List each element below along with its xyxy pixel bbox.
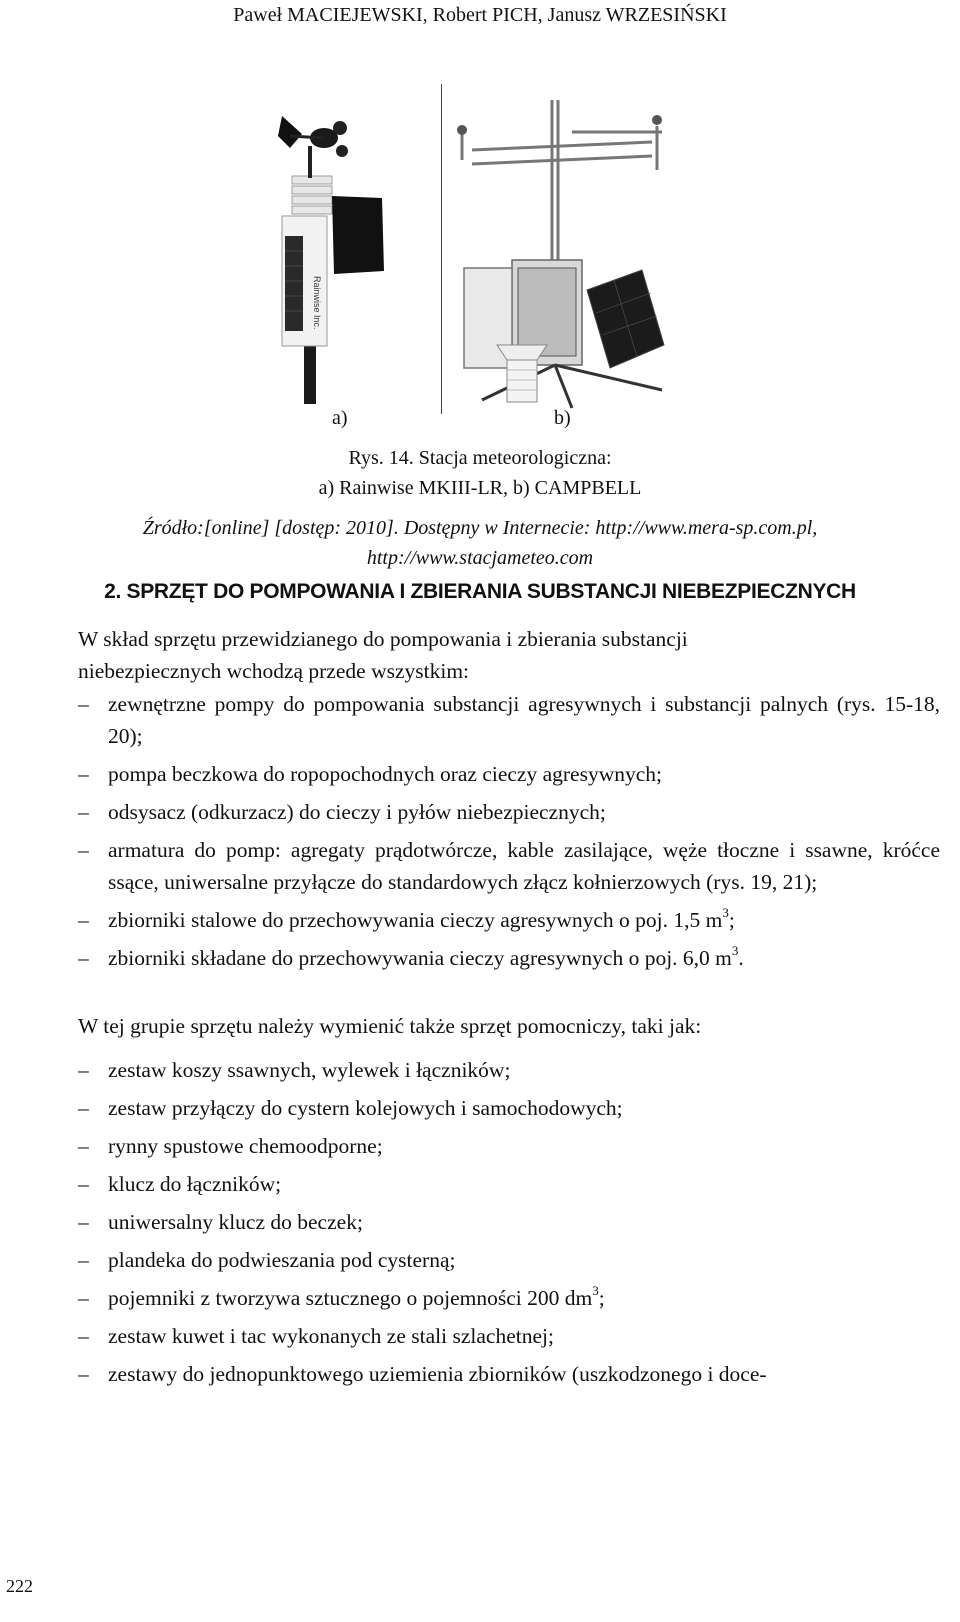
figure-caption-line2: a) Rainwise MKIII-LR, b) CAMPBELL bbox=[318, 477, 642, 499]
list-item bbox=[0, 942, 940, 974]
list-dash: – bbox=[78, 1172, 89, 1196]
list-item-text: zestaw koszy ssawnych, wylewek i łączników; bbox=[108, 1058, 511, 1082]
figure-source-line1: Źródło:[online] [dostęp: 2010]. Dostępny w Internecie: http://www.mera-sp.com.pl, bbox=[142, 517, 818, 539]
running-header-authors: Paweł MACIEJEWSKI, Robert PICH, Janusz WRZESIŃSKI bbox=[233, 4, 727, 26]
list-item-end: . bbox=[738, 946, 744, 970]
list-item-text: zewnętrzne pompy do pompowania substancji agresywnych i substancji palnych (rys. 15-18, 20); bbox=[108, 692, 940, 748]
photo-campbell-station bbox=[452, 90, 692, 410]
list-item-end: ; bbox=[598, 1286, 605, 1310]
list-item bbox=[0, 758, 940, 790]
section-heading: 2. SPRZĘT DO POMPOWANIA I ZBIERANIA SUBSTANCJI NIEBEZPIECZNYCH bbox=[104, 580, 856, 603]
figure-divider bbox=[441, 84, 442, 414]
figure-label-a: a) bbox=[332, 407, 348, 429]
list-dash: – bbox=[78, 1210, 89, 1234]
list-dash: – bbox=[78, 762, 89, 786]
list-dash: – bbox=[78, 1096, 89, 1120]
list-item bbox=[0, 1054, 940, 1086]
list-item-text: pompa beczkowa do ropopochodnych oraz cieczy agresywnych; bbox=[108, 762, 663, 786]
superscript: 3 bbox=[722, 904, 729, 920]
list-item bbox=[0, 688, 940, 752]
list-item bbox=[0, 1206, 940, 1238]
list-item bbox=[0, 1320, 940, 1352]
list-dash: – bbox=[78, 800, 89, 824]
list-item-text: zbiorniki składane do przechowywania cieczy agresywnych o poj. 6,0 m bbox=[108, 946, 732, 970]
auxiliary-equipment-list bbox=[0, 1054, 940, 1390]
list-item-text: uniwersalny klucz do beczek; bbox=[108, 1210, 363, 1234]
list-item-text: zbiorniki stalowe do przechowywania cieczy agresywnych o poj. 1,5 m bbox=[108, 908, 723, 932]
list-item bbox=[0, 796, 940, 828]
list-dash: – bbox=[78, 1324, 89, 1348]
list-item-text: zestaw przyłączy do cystern kolejowych i samochodowych; bbox=[108, 1096, 623, 1120]
list-dash: – bbox=[78, 1134, 89, 1158]
list-dash: – bbox=[78, 692, 89, 716]
list-item bbox=[0, 1358, 940, 1390]
auxiliary-paragraph: W tej grupie sprzętu należy wymienić także sprzęt pomocniczy, taki jak: bbox=[78, 1014, 702, 1038]
list-item-text: zestaw kuwet i tac wykonanych ze stali szlachetnej; bbox=[108, 1324, 554, 1348]
intro-text-part1: W skład sprzętu przewidzianego do pompowania i zbierania substancji bbox=[78, 627, 688, 651]
superscript: 3 bbox=[731, 942, 739, 958]
list-item-text: armatura do pomp: agregaty prądotwórcze, kable zasilające, węże tłoczne i ssawne, króćce ssące, uniwersalne przyłącze do standardowych złącz kołnierzowych (rys. 19, 21); bbox=[108, 838, 940, 894]
list-item bbox=[0, 1282, 940, 1314]
list-dash: – bbox=[78, 908, 89, 932]
list-item-text: klucz do łączników; bbox=[108, 1172, 282, 1196]
intro-text-part2: niebezpiecznych wchodzą przede wszystkim: bbox=[78, 659, 470, 683]
list-item bbox=[0, 834, 940, 898]
superscript: 3 bbox=[592, 1282, 599, 1298]
list-item-end: ; bbox=[728, 908, 735, 932]
list-item bbox=[0, 1244, 940, 1276]
list-dash: – bbox=[78, 946, 89, 970]
list-item bbox=[0, 904, 940, 936]
list-dash: – bbox=[78, 838, 89, 862]
figure-caption-line1: Rys. 14. Stacja meteorologiczna: bbox=[348, 447, 612, 469]
page-number: 222 bbox=[6, 1576, 33, 1596]
list-item-text: plandeka do podwieszania pod cysterną; bbox=[108, 1248, 456, 1272]
figure-source-line2: http://www.stacjameteo.com bbox=[366, 547, 594, 569]
list-item bbox=[0, 1092, 940, 1124]
list-dash: – bbox=[78, 1058, 89, 1082]
list-dash: – bbox=[78, 1362, 89, 1386]
figure-meteo-stations bbox=[0, 84, 960, 414]
intro-paragraph bbox=[0, 623, 940, 687]
list-item bbox=[0, 1130, 940, 1162]
list-item-text: odsysacz (odkurzacz) do cieczy i pyłów niebezpiecznych; bbox=[108, 800, 606, 824]
list-item-text: rynny spustowe chemoodporne; bbox=[108, 1134, 383, 1158]
equipment-list bbox=[0, 688, 940, 974]
list-item-text: zestawy do jednopunktowego uziemienia zbiorników (uszkodzonego i doce- bbox=[108, 1362, 767, 1386]
figure-label-b: b) bbox=[554, 407, 571, 429]
svg-text:Rainwise Inc.: Rainwise Inc. bbox=[312, 276, 322, 330]
list-item bbox=[0, 1168, 940, 1200]
list-dash: – bbox=[78, 1248, 89, 1272]
photo-rainwise-station bbox=[262, 106, 412, 404]
list-dash: – bbox=[78, 1286, 89, 1310]
list-item-text: pojemniki z tworzywa sztucznego o pojemności 200 dm bbox=[108, 1286, 593, 1310]
